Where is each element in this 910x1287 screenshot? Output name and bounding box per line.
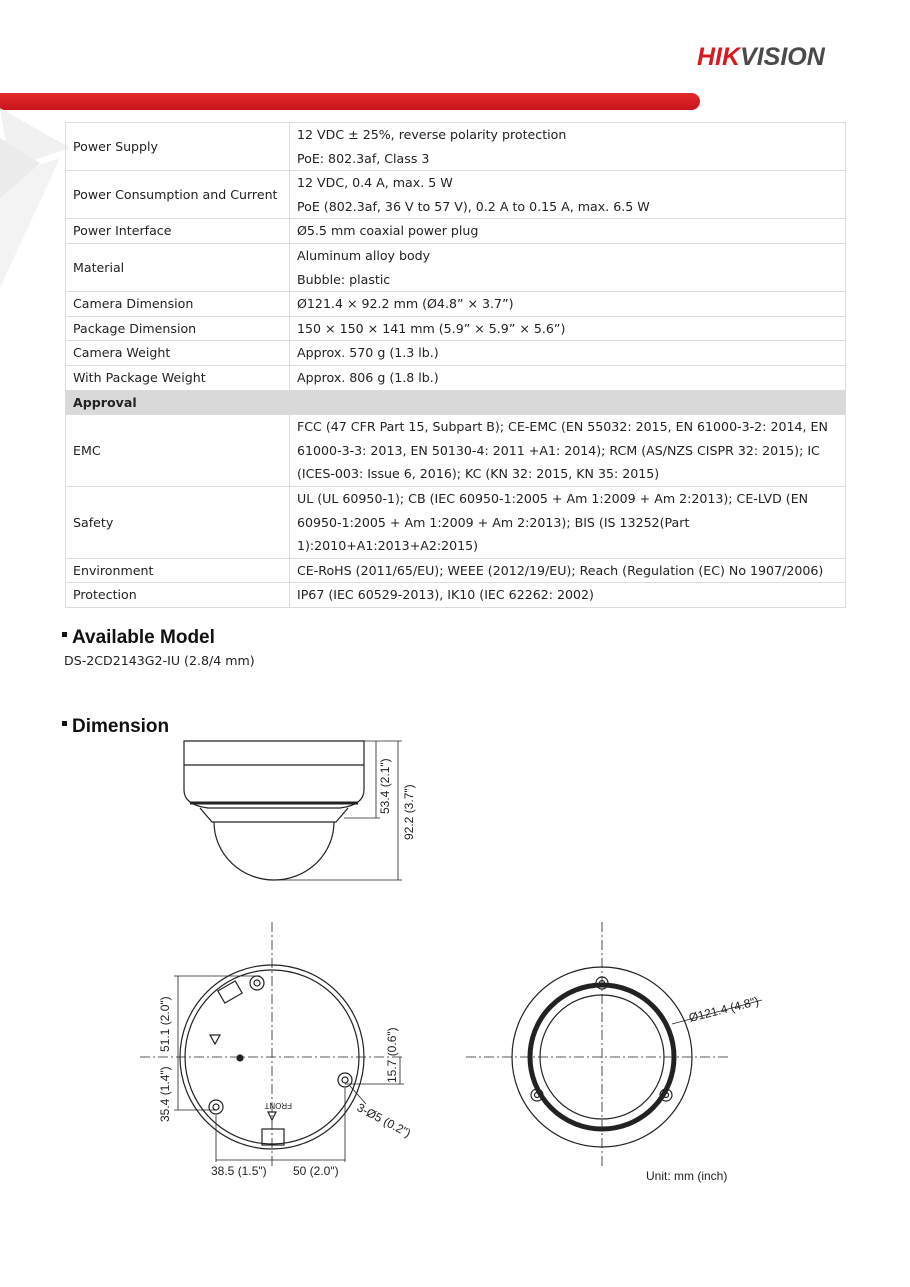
header-red-bar [0, 93, 700, 110]
spec-value [290, 123, 846, 171]
spec-label: Camera Weight [66, 341, 290, 366]
spec-row [66, 583, 846, 608]
dim-left-upper: 51.1 (2.0") [158, 996, 172, 1052]
spec-label: Power Interface [66, 219, 290, 244]
spec-value [290, 365, 846, 390]
dim-height-top: 53.4 (2.1") [378, 758, 392, 814]
spec-row [66, 316, 846, 341]
spec-value-line: Bubble: plastic [297, 271, 391, 287]
spec-row [66, 171, 846, 219]
spec-row [66, 243, 846, 291]
spec-label: Safety [66, 486, 290, 558]
model-number: DS-2CD2143G2-IU (2.8/4 mm) [64, 653, 255, 668]
spec-label: Power Consumption and Current [66, 171, 290, 219]
spec-value-line: IP67 (IEC 60529-2013), IK10 (IEC 62262: 2002) [297, 587, 594, 603]
spec-value [290, 243, 846, 291]
dim-bottom-right: 50 (2.0") [293, 1164, 339, 1178]
spec-value-line: 60950-1:2005 + Am 1:2009 + Am 2:2013); BIS (IS 13252(Part [297, 514, 690, 530]
spec-value [290, 415, 846, 487]
spec-row [66, 415, 846, 487]
spec-value-line: 61000-3-3: 2013, EN 50130-4: 2011 +A1: 2014); RCM (AS/NZS CISPR 32: 2015); IC [297, 442, 820, 458]
spec-label: Environment [66, 558, 290, 583]
spec-row [66, 219, 846, 244]
spec-table [65, 122, 846, 608]
camera-front-view [466, 922, 762, 1168]
spec-value-line: 12 VDC ± 25%, reverse polarity protection [297, 127, 567, 142]
spec-label: Camera Dimension [66, 292, 290, 317]
spec-label: Protection [66, 583, 290, 608]
dim-bottom-left: 38.5 (1.5") [211, 1164, 267, 1178]
spec-row [66, 558, 846, 583]
spec-label: Material [66, 243, 290, 291]
spec-value [290, 292, 846, 317]
dim-diameter: Ø121.4 (4.8") [687, 993, 761, 1025]
camera-base-view [140, 922, 404, 1168]
hikvision-logo: HIKVISION [697, 43, 825, 71]
spec-value-line: 1):2010+A1:2013+A2:2015) [297, 538, 479, 554]
dim-height-total: 92.2 (3.7") [402, 784, 416, 840]
spec-value-line: Ø5.5 mm coaxial power plug [297, 223, 479, 239]
spec-value-line: FCC (47 CFR Part 15, Subpart B); CE-EMC (EN 55032: 2015, EN 61000-3-2: 2014, EN [297, 419, 828, 435]
spec-row [66, 486, 846, 558]
spec-value-line: Ø121.4 × 92.2 mm (Ø4.8” × 3.7”) [297, 296, 514, 312]
dim-holes: 3-Ø5 (0.2") [354, 1100, 414, 1141]
spec-value [290, 171, 846, 219]
available-model-heading: Available Model [62, 627, 215, 649]
spec-value [290, 219, 846, 244]
spec-value [290, 558, 846, 583]
spec-row [66, 123, 846, 171]
spec-row [66, 341, 846, 366]
spec-row [66, 365, 846, 390]
spec-label: With Package Weight [66, 365, 290, 390]
bullet-square-icon [62, 632, 67, 637]
approval-section-header [66, 390, 846, 415]
spec-row [66, 292, 846, 317]
spec-value-line: CE-RoHS (2011/65/EU); WEEE (2012/19/EU); Reach (Regulation (EC) No 1907/2006) [297, 562, 824, 578]
spec-value-line: Approx. 806 g (1.8 lb.) [297, 369, 439, 385]
spec-value-line: PoE: 802.3af, Class 3 [297, 150, 430, 166]
spec-value-line: Approx. 570 g (1.3 lb.) [297, 345, 439, 361]
spec-value-line: 12 VDC, 0.4 A, max. 5 W [297, 175, 453, 191]
unit-label: Unit: mm (inch) [646, 1169, 728, 1183]
spec-value [290, 341, 846, 366]
spec-value [290, 583, 846, 608]
spec-label: Package Dimension [66, 316, 290, 341]
dim-right-small: 15.7 (0.6") [385, 1027, 399, 1083]
spec-value-line: 150 × 150 × 141 mm (5.9” × 5.9” × 5.6”) [297, 320, 566, 336]
spec-value [290, 316, 846, 341]
spec-value-line: PoE (802.3af, 36 V to 57 V), 0.2 A to 0.15 A, max. 6.5 W [297, 198, 650, 214]
spec-label: EMC [66, 415, 290, 487]
dimension-drawing [0, 700, 910, 1220]
spec-value [290, 486, 846, 558]
spec-value-line: Aluminum alloy body [297, 247, 431, 263]
spec-value-line: (ICES-003: Issue 6, 2016); KC (KN 32: 2015, KN 35: 2015) [297, 466, 660, 482]
dimension-heading: Dimension [62, 716, 169, 738]
dim-left-lower: 35.4 (1.4") [158, 1066, 172, 1122]
camera-side-view [184, 741, 402, 880]
spec-value-line: UL (UL 60950-1); CB (IEC 60950-1:2005 + Am 1:2009 + Am 2:2013); CE-LVD (EN [297, 490, 809, 506]
logo-watermark [0, 108, 70, 298]
spec-label: Power Supply [66, 123, 290, 171]
front-marker: FRONT [264, 1101, 292, 1110]
approval-title: Approval [66, 390, 846, 415]
